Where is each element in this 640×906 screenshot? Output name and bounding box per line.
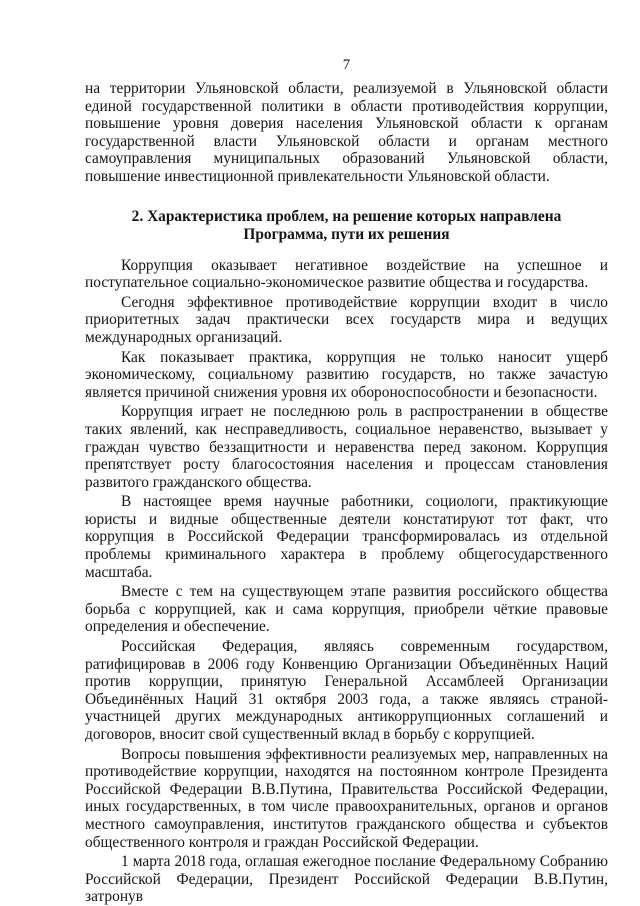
paragraph-8: Вопросы повышения эффективности реализуемых мер, направленных на противодействие коррупции, находятся на постоянном контроле Президента Российской Федерации В.В.Путина, Правительства Российской Федерации, иных государственных, в том числе правоохранительных, органов и органов местного самоуправления, институтов гражданского общества и субъектов общественного контроля и граждан Российской Федерации. xyxy=(85,745,608,851)
paragraph-6: Вместе с тем на существующем этапе развития российского общества борьба с коррупцией, как и сама коррупция, приобрели чёткие правовые определения и обеспечение. xyxy=(85,583,608,636)
paragraph-2: Сегодня эффективное противодействие коррупции входит в число приоритетных задач практически всех государств мира и ведущих международных организаций. xyxy=(85,293,608,346)
paragraph-4: Коррупция играет не последнюю роль в распространении в обществе таких явлений, как несправедливость, социальное неравенство, вызывает у граждан чувство беззащитности и неравенства перед законом. Коррупция препятствует росту благосостояния населения и процессам становления развитого гражданского общества. xyxy=(85,403,608,491)
paragraph-9: 1 марта 2018 года, оглашая ежегодное послание Федеральному Собранию Российской Федерации, Президент Российской Федерации В.В.Путин, затронув xyxy=(85,853,608,906)
intro-paragraph: на территории Ульяновской области, реализуемой в Ульяновской области единой государственной политики в области противодействия коррупции, повышение уровня доверия населения Ульяновской области к органам государственной власти Ульяновской области и органам местного самоуправления муниципальных образований Ульяновской области, повышение инвестиционной привлекательности Ульяновской области. xyxy=(85,80,608,185)
paragraph-3: Как показывает практика, коррупция не только наносит ущерб экономическому, социальному развитию государств, но также зачастую является причиной снижения уровня их обороноспособности и безопасности. xyxy=(85,348,608,401)
section-heading xyxy=(85,208,608,244)
paragraph-5: В настоящее время научные работники, социологи, практикующие юристы и видные общественные деятели констатируют тот факт, что коррупция в Российской Федерации трансформировалась из отдельной проблемы криминального характера в проблему общегосударственного масштаба. xyxy=(85,493,608,581)
section-heading-line-2: Программа, пути их решения xyxy=(243,225,450,243)
page-number: 7 xyxy=(342,57,351,73)
paragraph-1: Коррупция оказывает негативное воздействие на успешное и поступательное социально-экономическое развитие общества и государства. xyxy=(85,256,608,292)
paragraph-7: Российская Федерация, являясь современным государством, ратифицировав в 2006 году Конвенцию Организации Объединённых Наций против коррупции, принятую Генеральной Ассамблеей Организации Объединённых Наций 31 октября 2003 года, а также являясь страной-участницей других международных антикоррупционных соглашений и договоров, вносит свой существенный вклад в борьбу с коррупцией. xyxy=(85,638,608,743)
section-heading-line-1: 2. Характеристика проблем, на решение которых направлена xyxy=(131,207,562,225)
